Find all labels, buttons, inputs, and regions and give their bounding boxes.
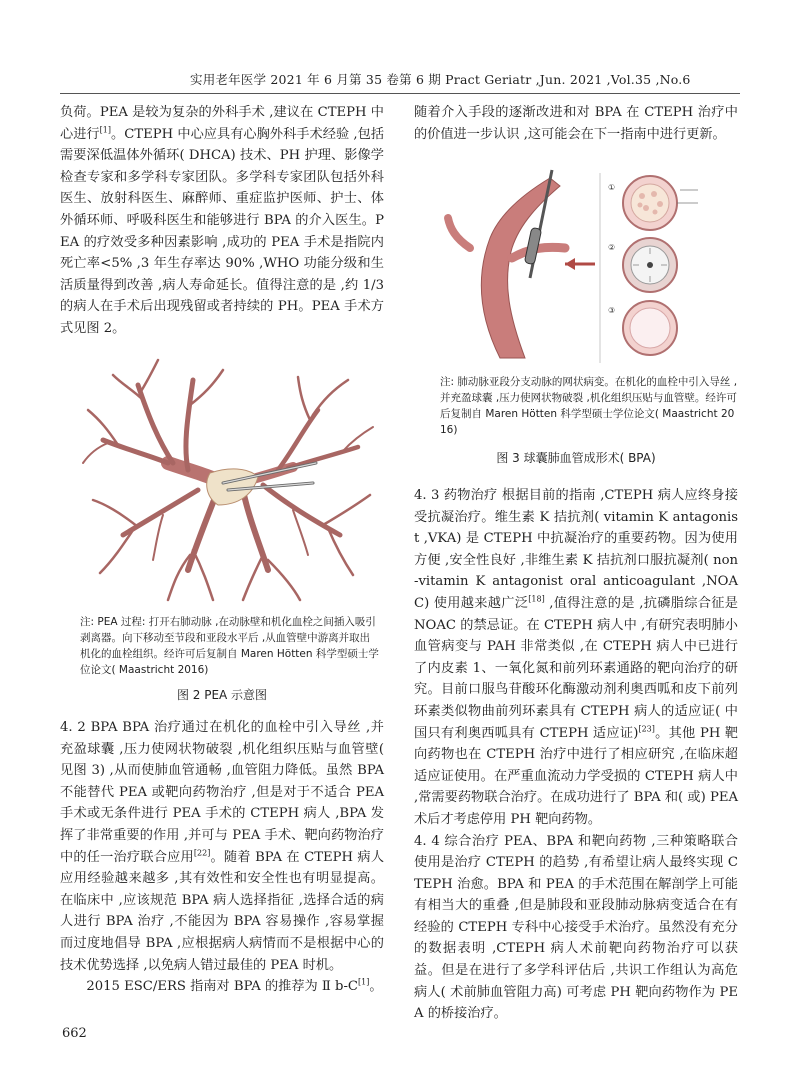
step-label-1: ① <box>608 183 616 192</box>
citation-ref: [18] <box>528 594 545 604</box>
page-number: 662 <box>62 1026 87 1041</box>
guideline-paragraph: 2015 ESC/ERS 指南对 BPA 的推荐为 Ⅱ b-C[1]。 <box>86 977 383 995</box>
right-column-bottom <box>414 485 738 1025</box>
left-column-bottom <box>60 717 384 998</box>
citation-ref: [1] <box>99 125 111 135</box>
header-rule <box>60 93 740 94</box>
figure-3-note: 注: 肺动脉亚段分支动脉的网状病变。在机化的血栓中引入导丝 ,并充盈球囊 ,压力使网状物破裂 ,机化组织压贴与血管壁。经许可后复制自 Maren Hötten 科学型硕士学位论文( Maastricht 2016) <box>440 376 738 436</box>
bpa-schematic-figure <box>440 168 710 368</box>
figure-3-title: 图 3 球囊肺血管成形术( BPA) <box>496 451 656 465</box>
figure-2-title: 图 2 PEA 示意图 <box>176 688 268 702</box>
running-header: 实用老年医学 2021 年 6 月第 35 卷第 6 期 Pract Geriatr ,Jun. 2021 ,Vol.35 ,No.6 <box>190 72 691 87</box>
figure-2-note: 注: PEA 过程: 打开右肺动脉 ,在动脉壁和机化血栓之间插入吸引剥离器。向下移动至节段和亚段水平后 ,从血管壁中游离并取出机化的血栓组织。经许可后复制自 Maren Hötten 科学型硕士学位论文( Maastricht 2016) <box>80 616 379 676</box>
section-4-3-paragraph: 4. 3 药物治疗 根据目前的指南 ,CTEPH 病人应终身接受抗凝治疗。维生素 K 拮抗剂( vitamin K antagonist ,VKA) 是 CTEPH 中抗凝治疗的重要药物。因为使用方便 ,安全性良好 ,非维生素 K 拮抗剂口服抗凝剂( non-vitamin K antagonist oral anticoagulant ,NOAC) 使用越来越广泛[18] ,值得注意的是 ,抗磷脂综合征是 NOAC 的禁忌证。在 CTEPH 病人中 ,有研究表明肺小血管病变与 PAH 非常类似 ,在 CTEPH 病人中已进行了内皮素 1、一氧化氮和前列环素通路的靶向治疗的研究。目前口服鸟苷酸环化酶激动剂利奥西呱和皮下前列环素类似物曲前列环素具有 CTEPH 病人的适应证( 中国只有利奥西呱具有 CTEPH 适应证)[23]。其他 PH 靶向药物也在 CTEPH 治疗中进行了相应研究 ,在临床超适应证使用。在严重血流动力学受损的 CTEPH 病人中 ,常需要药物联合治疗。在成功进行了 BPA 和( 或) PEA 术后才考虑停用 PH 靶向药物。 <box>414 488 738 827</box>
section-4-4-paragraph: 4. 4 综合治疗 PEA、BPA 和靶向药物 ,三种策略联合使用是治疗 CTEPH 的趋势 ,有希望让病人最终实现 CTEPH 治愈。BPA 和 PEA 的手术范围在解剖学上可能有相当大的重叠 ,但是肺段和亚段肺动脉病变适合在有经验的 CTEPH 专科中心接受手术治疗。虽然没有充分的数据表明 ,CTEPH 病人术前靶向药物治疗可以获益。但是在进行了多学科评估后 ,共识工作组认为高危病人( 术前肺血管阻力高) 可考虑 PH 靶向药物作为 PEA 的桥接治疗。 <box>414 833 738 1022</box>
step-label-3: ③ <box>608 306 616 315</box>
right-column-top <box>414 102 738 145</box>
citation-ref: [23] <box>638 724 655 734</box>
bpa-update-paragraph: 随着介入手段的逐渐改进和对 BPA 在 CTEPH 治疗中的价值进一步认识 ,这可能会在下一指南中进行更新。 <box>414 105 738 142</box>
pea-paragraph: 负荷。PEA 是较为复杂的外科手术 ,建议在 CTEPH 中心进行[1]。CTEPH 中心应具有心胸外科手术经验 ,包括需要深低温体外循环( DHCA) 技术、PH 护理、影像学检查专家和多学科专家团队。多学科专家团队包括外科医生、放射科医生、麻醉师、重症监护医师、护士、体外循环师、呼吸科医生和能够进行 BPA 的介入医生。PEA 的疗效受多种因素影响 ,成功的 PEA 手术是指院内死亡率<5% ,3 年生存率达 90% ,WHO 功能分级和生活质量得到改善 ,病人寿命延长。值得注意的是 ,约 1/3 的病人在手术后出现残留或者持续的 PH。PEA 手术方式见图 2。 <box>60 105 385 336</box>
citation-ref: [22] <box>193 848 211 858</box>
step-label-2: ② <box>608 243 616 252</box>
pea-schematic-figure <box>78 355 378 605</box>
left-column-top <box>60 102 384 340</box>
citation-ref: [1] <box>358 977 370 987</box>
section-4-2-paragraph: 4. 2 BPA BPA 治疗通过在机化的血栓中引入导丝 ,并充盈球囊 ,压力使网状物破裂 ,机化组织压贴与血管壁( 见图 3) ,从而使肺血管通畅 ,血管阻力降低。虽然 BPA 不能替代 PEA 或靶向药物治疗 ,但是对于不适合 PEA 手术或无条件进行 PEA 手术的 CTEPH 病人 ,BPA 发挥了非常重要的作用 ,并可与 PEA 手术、靶向药物治疗中的任一治疗联合应用[22]。随着 BPA 在 CTEPH 病人应用经验越来越多 ,其有效性和安全性也有明显提高。在临床中 ,应该规范 BPA 病人选择指征 ,选择合适的病人进行 BPA 治疗 ,不能因为 BPA 容易操作 ,容易掌握而过度地倡导 BPA ,应根据病人病情而不是根据中心的技术优势选择 ,以免病人错过最佳的 PEA 时机。 <box>60 720 385 973</box>
